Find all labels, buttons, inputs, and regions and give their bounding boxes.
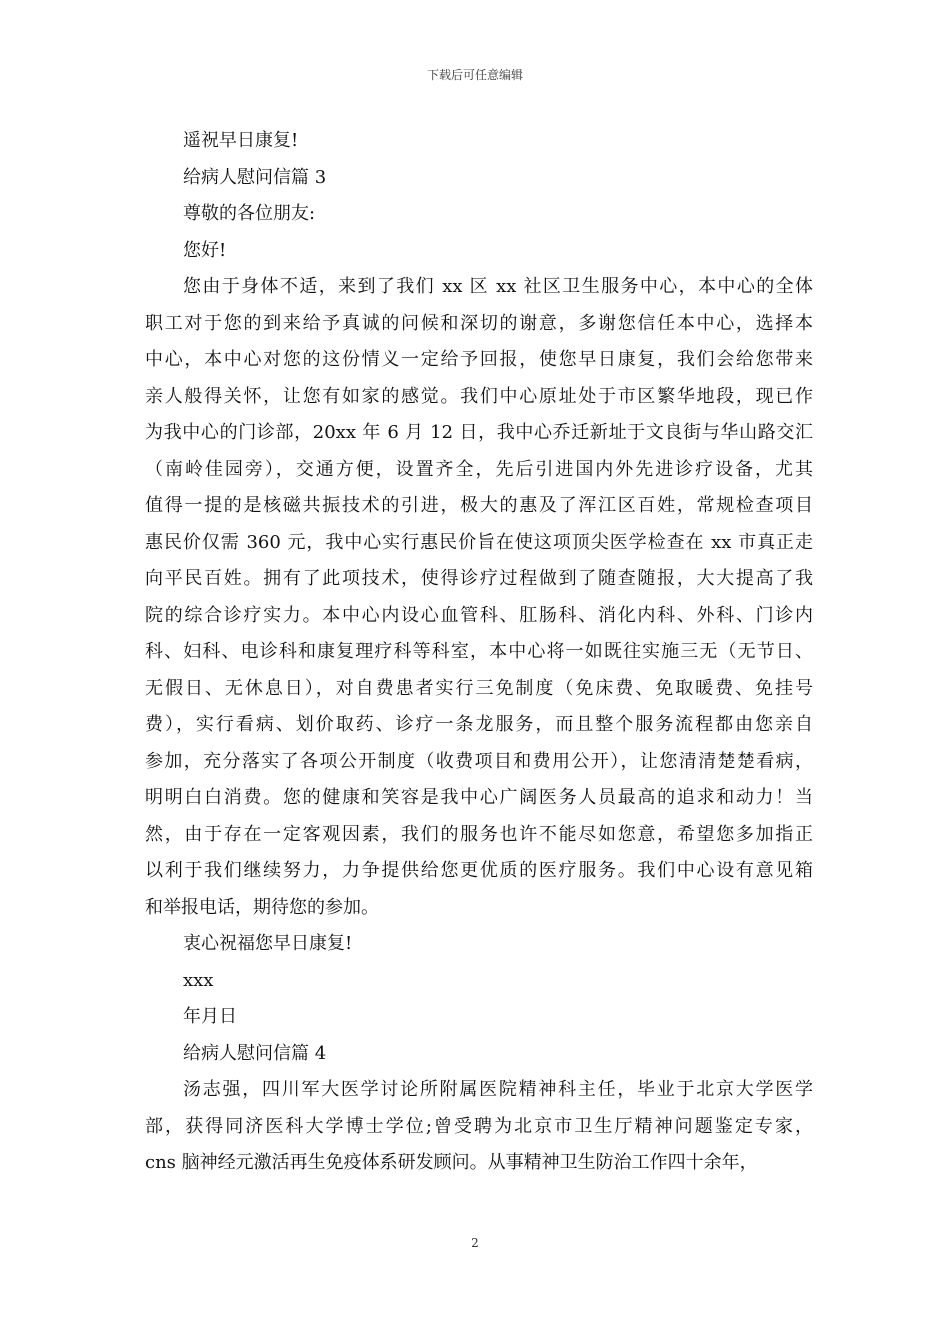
paragraph-line: 亲人般得关怀，让您有如家的感觉。我们中心原址处于市区繁华地段，现已作 <box>145 385 813 407</box>
section-heading: 给病人慰问信篇 4 <box>183 1042 327 1064</box>
paragraph-line: cns 脑神经元激活再生免疫体系研发顾问。从事精神卫生防治工作四十余年， <box>145 1152 758 1173</box>
paragraph-line: 中心，本中心对您的这份情义一定给予回报，使您早日康复，我们会给您带来 <box>145 349 813 370</box>
paragraph-line: 您由于身体不适，来到了我们 xx 区 xx 社区卫生服务中心，本中心的全体 <box>183 276 813 297</box>
paragraph-line: （南岭佳园旁），交通方便，设置齐全，先后引进国内外先进诊疗设备，尤其 <box>145 458 813 480</box>
paragraph-line: 职工对于您的到来给予真诚的问候和深切的谢意，多谢您信任本中心，选择本 <box>145 312 813 334</box>
paragraph-line: 和举报电话，期待您的参加。 <box>145 896 379 918</box>
date-line: 年月日 <box>183 1006 237 1027</box>
paragraph-line: 明明白白消费。您的健康和笑容是我中心广阔医务人员最高的追求和动力！当 <box>145 787 813 808</box>
paragraph-line: 然，由于存在一定客观因素，我们的服务也许不能尽如您意，希望您多加指正 <box>145 823 813 845</box>
greeting: 您好! <box>183 239 227 261</box>
paragraph-line: 以利于我们继续努力，力争提供给您更优质的医疗服务。我们中心设有意见箱 <box>145 860 813 881</box>
paragraph-line: 无假日、无休息日），对自费患者实行三免制度（免床费、免取暖费、免挂号 <box>145 677 813 699</box>
closing-wish: 衷心祝福您早日康复! <box>183 933 353 954</box>
paragraph-line: 费），实行看病、划价取药、诊疗一条龙服务，而且整个服务流程都由您亲自 <box>145 714 813 735</box>
section-heading: 给病人慰问信篇 3 <box>183 166 327 188</box>
salutation: 尊敬的各位朋友: <box>183 203 316 224</box>
paragraph-line: 科、妇科、电诊科和康复理疗科等科室，本中心将一如既往实施三无（无节日、 <box>145 641 813 662</box>
bio-paragraph <box>145 1072 813 1182</box>
paragraph-line: 参加，充分落实了各项公开制度（收费项目和费用公开），让您清清楚楚看病， <box>145 750 813 772</box>
text-line: 遥祝早日康复! <box>183 130 299 151</box>
signature: xxx <box>183 969 214 991</box>
paragraph-line: 值得一提的是核磁共振技术的引进，极大的惠及了浑江区百姓，常规检查项目 <box>145 495 813 516</box>
letter-paragraph <box>145 269 813 926</box>
paragraph-line: 院的综合诊疗实力。本中心内设心血管科、肛肠科、消化内科、外科、门诊内 <box>145 604 813 626</box>
paragraph-line: 为我中心的门诊部，20xx 年 6 月 12 日，我中心乔迁新址于文良街与华山路交汇 <box>145 422 813 443</box>
page-number: 2 <box>471 1236 479 1250</box>
page-header: 下载后可任意编辑 <box>426 68 523 82</box>
paragraph-line: 向平民百姓。拥有了此项技术，使得诊疗过程做到了随查随报，大大提高了我 <box>145 568 813 589</box>
paragraph-line: 部，获得同济医科大学博士学位;曾受聘为北京市卫生厅精神问题鉴定专家， <box>145 1115 813 1137</box>
document-body <box>145 123 813 1182</box>
paragraph-line: 惠民价仅需 360 元，我中心实行惠民价旨在使这项顶尖医学检查在 xx 市真正走 <box>145 531 813 553</box>
paragraph-line: 汤志强，四川军大医学讨论所附属医院精神科主任，毕业于北京大学医学 <box>183 1079 813 1100</box>
